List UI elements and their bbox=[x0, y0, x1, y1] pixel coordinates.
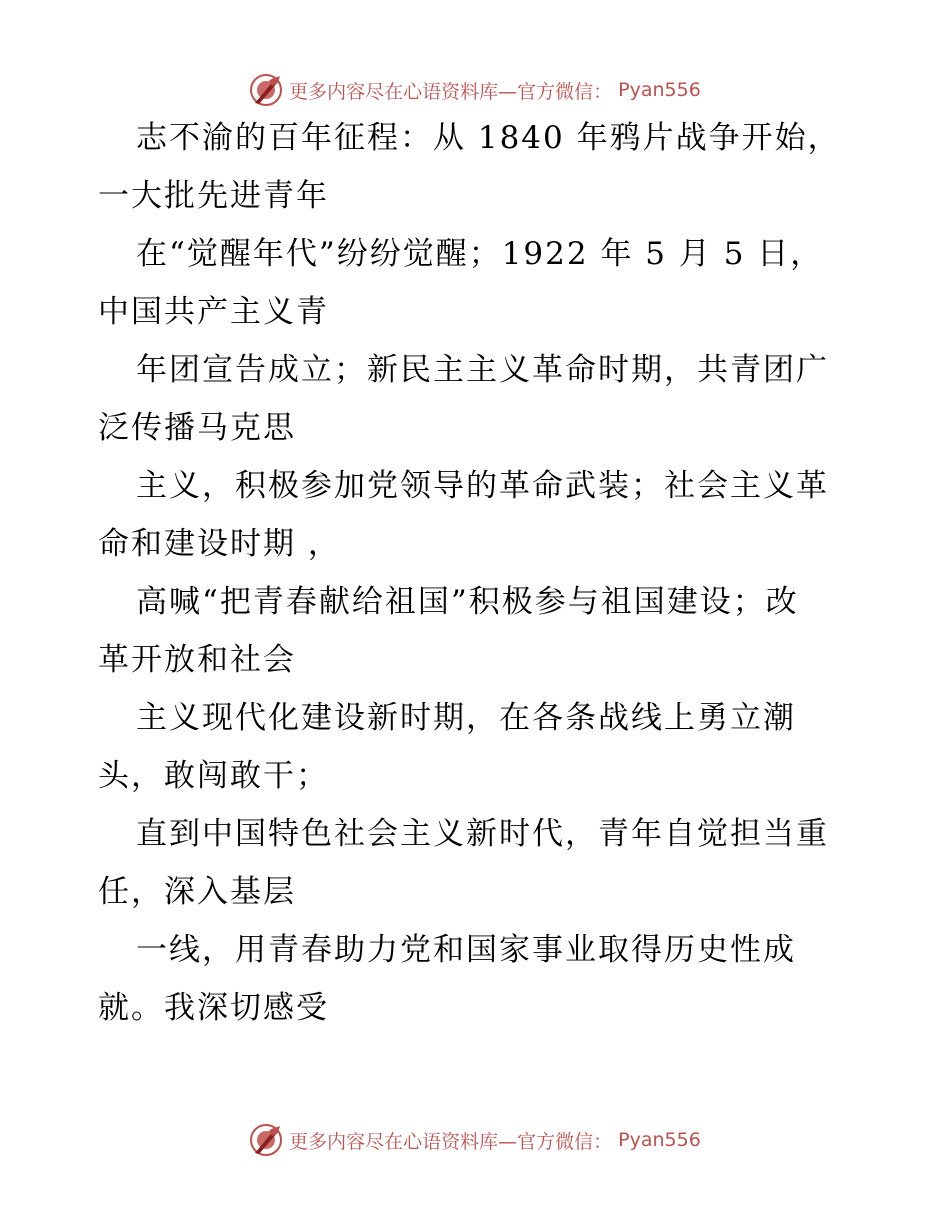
body-line: 革开放和社会 bbox=[98, 642, 296, 678]
watermark-handle: Pyan556 bbox=[618, 1129, 701, 1151]
watermark-handle: Pyan556 bbox=[618, 79, 701, 101]
footer-watermark bbox=[0, 1120, 950, 1160]
body-line: 年团宣告成立；新民主主义革命时期，共青团广 bbox=[136, 352, 829, 388]
body-line: 志不渝的百年征程：从 1840 年鸦片战争开始， bbox=[136, 120, 841, 156]
body-line: 泛传播马克思 bbox=[98, 410, 296, 446]
body-line: 命和建设时期 ， bbox=[98, 526, 341, 562]
body-line: 主义现代化建设新时期，在各条战线上勇立潮 bbox=[136, 700, 796, 736]
body-line: 直到中国特色社会主义新时代，青年自觉担当重 bbox=[136, 816, 829, 852]
body-line: 头，敢闯敢干； bbox=[98, 758, 329, 794]
body-line: 中国共产主义青 bbox=[98, 294, 329, 330]
body-line: 一线，用青春助力党和国家事业取得历史性成 bbox=[136, 932, 796, 968]
header-watermark bbox=[0, 70, 950, 110]
body-line: 任，深入基层 bbox=[98, 874, 296, 910]
feather-pen-logo-icon bbox=[249, 73, 283, 107]
body-line: 在“觉醒年代”纷纷觉醒；1922 年 5 月 5 日， bbox=[136, 236, 824, 272]
body-line: 就。我深切感受 bbox=[98, 990, 329, 1026]
feather-pen-logo-icon bbox=[249, 1123, 283, 1157]
watermark-text: 更多内容尽在心语资料库—官方微信： bbox=[289, 1130, 613, 1153]
body-line: 主义，积极参加党领导的革命武装；社会主义革 bbox=[136, 468, 829, 504]
body-line: 高喊“把青春献给祖国”积极参与祖国建设；改 bbox=[136, 584, 799, 620]
body-line: 一大批先进青年 bbox=[98, 178, 329, 214]
watermark-text: 更多内容尽在心语资料库—官方微信： bbox=[289, 80, 613, 103]
